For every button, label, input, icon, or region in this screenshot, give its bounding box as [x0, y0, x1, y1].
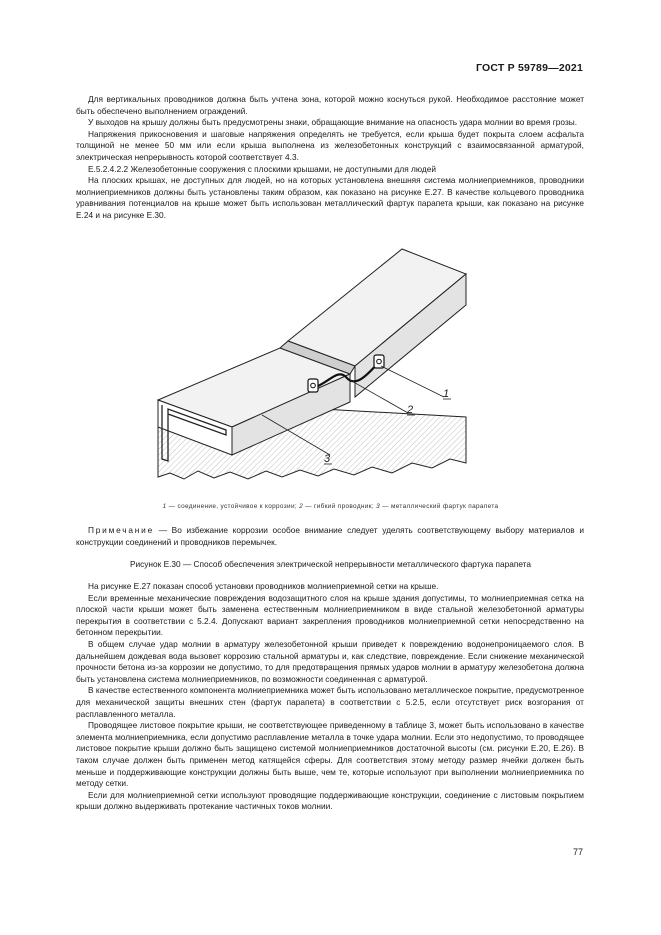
note-block	[76, 525, 584, 548]
label-3: 3	[324, 453, 331, 465]
legend-text: — гибкий проводник;	[303, 503, 377, 510]
legend-text: — металлический фартук парапета	[380, 503, 499, 510]
note-text: — Во избежание коррозии особое внимание следует уделять соответствующему выбору материалов и конструкции соединений и проводников перемычек.	[76, 525, 584, 547]
top-text-block	[76, 94, 584, 222]
document-header: ГОСТ Р 59789—2021	[475, 62, 583, 74]
label-1: 1	[443, 388, 450, 400]
connector-left	[308, 379, 318, 392]
connector-right	[374, 355, 384, 368]
paragraph: Напряжения прикосновения и шаговые напряжения определять не требуется, если крыша будет покрыта слоем асфальта толщиной не менее 50 мм или если крыша выполнена из железобетонных конструкций с взаимосвязанной арматурой, электрическая непрерывность которой соответствует 4.3.	[76, 128, 584, 162]
label-2: 2	[407, 404, 414, 416]
legend-num: 2	[299, 503, 304, 510]
paragraph: Проводящее листовое покрытие крыши, не соответствующее приведенному в таблице 3, может быть использовано в качестве элемента молниеприемника, если допустимо расплавление металла в точке удара молнии. Если это недопустимо, то проводящее листовое покрытие крыши должно быть защищено системой молниеприемников достаточной высоты (см. рисунки Е.20, Е.26). В таком случае должен быть применен метод катящейся сферы. Для соответствия этому методу размер ячейки должен быть меньше и поддерживающие конструкции должны быть выше, чем те, которые используют при выполнении молниеприемника по методу сетки.	[76, 720, 584, 789]
note	[76, 525, 584, 548]
paragraph: У выходов на крышу должны быть предусмотрены знаки, обращающие внимание на опасность удара молнии во время грозы.	[88, 117, 578, 128]
section-heading: Е.5.2.4.2.2 Железобетонные сооружения с плоскими крышами, не доступными для людей	[88, 163, 436, 174]
parapet-drawing	[150, 237, 490, 482]
figure-legend	[0, 503, 661, 510]
parapet-figure	[150, 237, 490, 482]
page-number: 77	[572, 847, 583, 857]
figure-title: Рисунок Е.30 — Способ обеспечения электрической непрерывности металлического фартука парапета	[129, 559, 532, 569]
legend-num: 1	[162, 503, 167, 510]
paragraph: Для вертикальных проводников должна быть учтена зона, которой можно коснуться рукой. Необходимое расстояние может быть обеспечено выполнением ограждений.	[76, 94, 584, 116]
paragraph: Если для молниеприемной сетки используют проводящие поддерживающие конструкции, соединение с листовым покрытием крыши должно выдерживать протекание частичных токов молнии.	[76, 789, 584, 812]
paragraph: На плоских крышах, не доступных для людей, но на которых установлена внешняя система молниеприемников, проводники молниеприемников должны быть установлены таким образом, как показано на рисунке Е.27. В качестве кольцевого проводника уравнивания потенциалов на крыше может быть использован металлический фартук парапета крыши, как показано на рисунке Е.24 и на рисунке Е.30.	[76, 175, 584, 220]
legend-text: — соединение, устойчивое к коррозии;	[166, 503, 300, 510]
paragraph: Если временные механические повреждения водозащитного слоя на крыше здания допустимы, то молниеприемная сетка на плоской части крыши может быть заменена естественным молниеприемником в виде стальной железобетонной арматуры перекрытия в соответствии с 5.2.4. Допускают вариант закрепления проводников молниеприемной сетки непосредственно на бетонном перекрытии.	[76, 592, 584, 638]
paragraph: В общем случае удар молнии в арматуру железобетонной крыши приведет к повреждению водонепроницаемого слоя. В дальнейшем дождевая вода вызовет коррозию стальной арматуры и, как следствие, повреждение. Если снижение механической прочности бетона из-за коррозии не допустимо, то для предотвращения прямых ударов молнии в арматуру железобетона должна быть установлена система молниеприемников, по возможности соединенная с арматурой.	[76, 638, 584, 684]
legend-num: 3	[376, 503, 380, 510]
bottom-text-block	[76, 581, 584, 813]
paragraph: На рисунке Е.27 показан способ установки проводников молниеприемной сетки на крыше.	[88, 581, 439, 591]
note-label: Примечание	[88, 525, 155, 535]
paragraph: В качестве естественного компонента молниеприемника может быть использовано металлическое покрытие, предусмотренное для механической защиты внешних стен (фартук парапета) в соответствии с 5.2.5, если отсутствует риск возгорания от расплавленного металла.	[76, 685, 584, 719]
